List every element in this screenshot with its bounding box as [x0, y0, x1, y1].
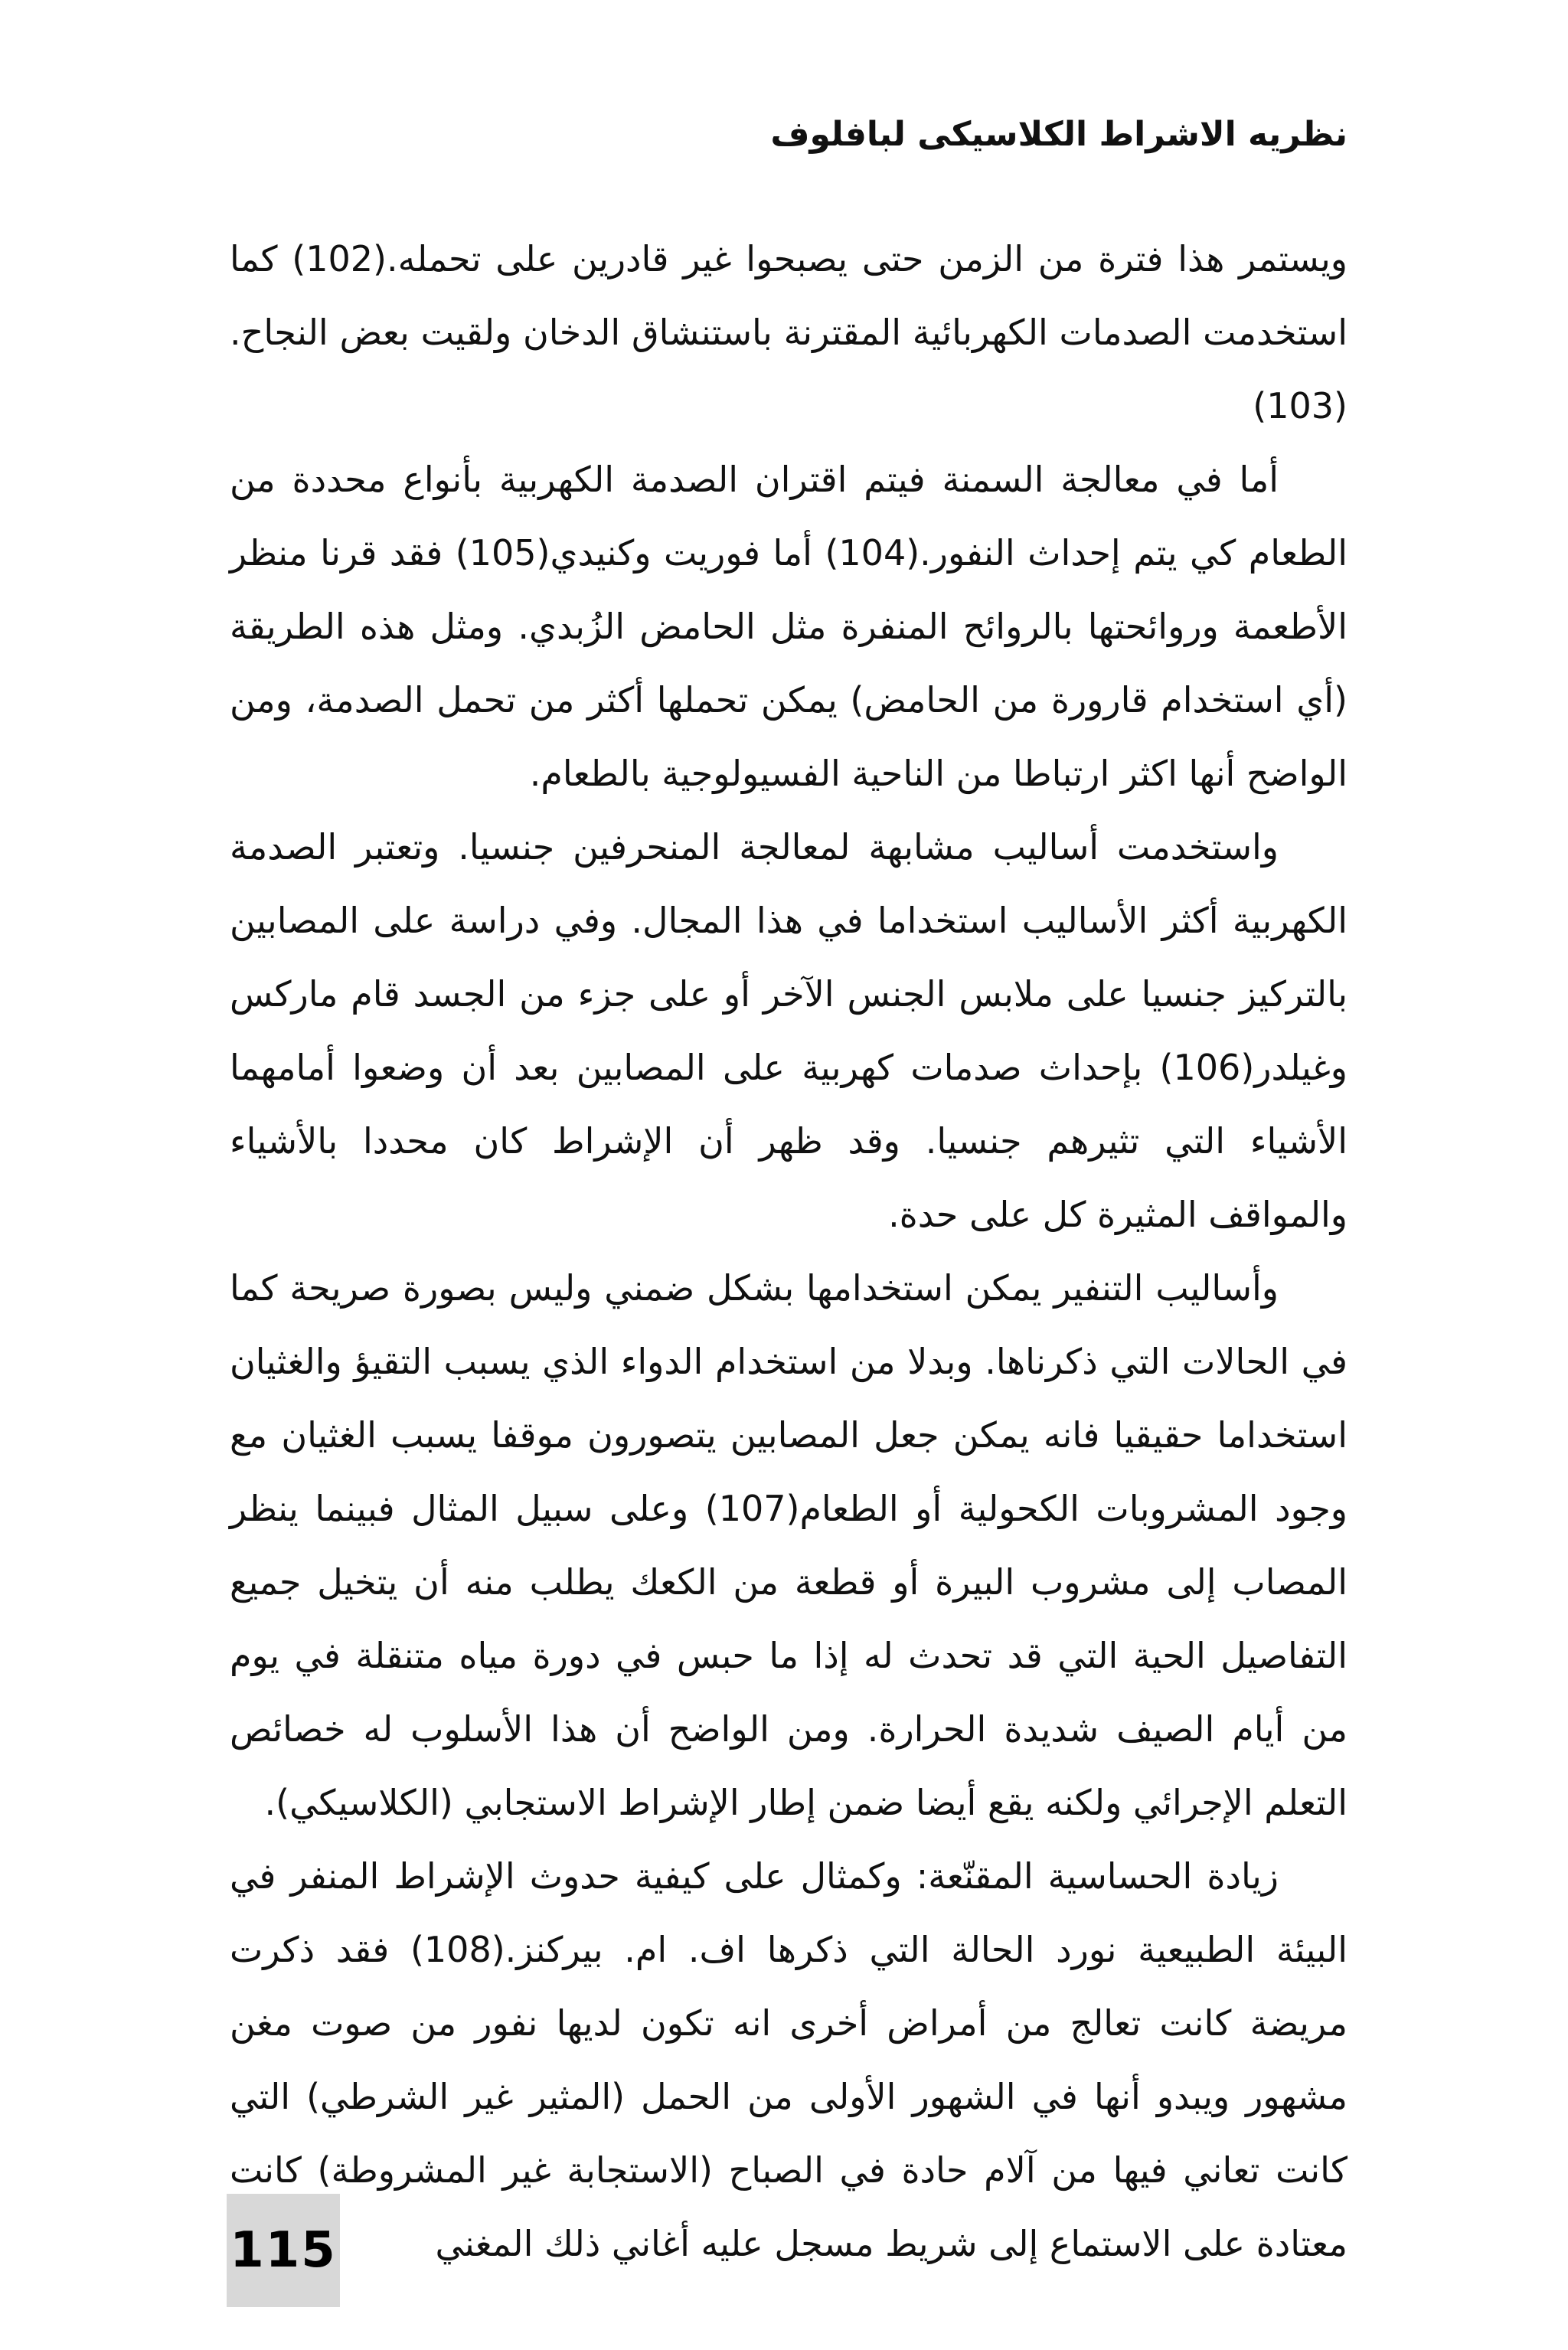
paragraph-1: ويستمر هذا فترة من الزمن حتى يصبحوا غير قادرين على تحمله.(102) كما استخدمت الصدمات الكهربائية المقترنة باستنشاق الدخان ولقيت بعض النجاح.(103) — [230, 238, 1348, 427]
running-header: نظريه الاشراط الكلاسيكى لبافلوف — [770, 115, 1348, 154]
paragraph-2: أما في معالجة السمنة فيتم اقتران الصدمة الكهربية بأنواع محددة من الطعام كي يتم إحداث النفور.(104) أما فوريت وكنيدي(105) فقد قرنا منظر الأطعمة وروائحتها بالروائح المنفرة مثل الحامض الزُبدي. ومثل هذه الطريقة (أي استخدام قارورة من الحامض) يمكن تحملها أكثر من تحمل الصدمة، ومن الواضح أنها اكثر ارتباطا من الناحية الفسيولوجية بالطعام. — [230, 459, 1348, 794]
page-number-box — [227, 2194, 340, 2307]
paragraph-3: واستخدمت أساليب مشابهة لمعالجة المنحرفين جنسيا. وتعتبر الصدمة الكهربية أكثر الأساليب استخداما في هذا المجال. وفي دراسة على المصابين بالتركيز جنسيا على ملابس الجنس الآخر أو على جزء من الجسد قام ماركس وغيلدر(106) بإحداث صدمات كهربية على المصابين بعد أن وضعوا أمامهما الأشياء التي تثيرهم جنسيا. وقد ظهر أن الإشراط كان محددا بالأشياء والمواقف المثيرة كل على حدة. — [230, 826, 1348, 1235]
paragraph-5: زيادة الحساسية المقنّعة: وكمثال على كيفية حدوث الإشراط المنفر في البيئة الطبيعية نورد الحالة التي ذكرها اف. ام. بيركنز.(108) فقد ذكرت مريضة كانت تعالج من أمراض أخرى انه تكون لديها نفور من صوت مغن مشهور ويبدو أنها في الشهور الأولى من الحمل (المثير غير الشرطي) التي كانت تعاني فيها من آلام حادة في الصباح (الاستجابة غير المشروطة) كانت معتادة على الاستماع إلى شريط مسجل عليه أغاني ذلك المغني — [230, 1855, 1348, 2264]
page-number: 115 — [230, 2222, 337, 2279]
body-text — [230, 222, 1348, 2280]
paragraph-4: وأساليب التنفير يمكن استخدامها بشكل ضمني وليس بصورة صريحة كما في الحالات التي ذكرناها. وبدلا من استخدام الدواء الذي يسبب التقيؤ والغثيان استخداما حقيقيا فانه يمكن جعل المصابين يتصورون موقفا يسبب الغثيان مع وجود المشروبات الكحولية أو الطعام(107) وعلى سبيل المثال فبينما ينظر المصاب إلى مشروب البيرة أو قطعة من الكعك يطلب منه أن يتخيل جميع التفاصيل الحية التي قد تحدث له إذا ما حبس في دورة مياه متنقلة في يوم من أيام الصيف شديدة الحرارة. ومن الواضح أن هذا الأسلوب له خصائص التعلم الإجرائي ولكنه يقع أيضا ضمن إطار الإشراط الاستجابي (الكلاسيكي). — [230, 1267, 1348, 1823]
